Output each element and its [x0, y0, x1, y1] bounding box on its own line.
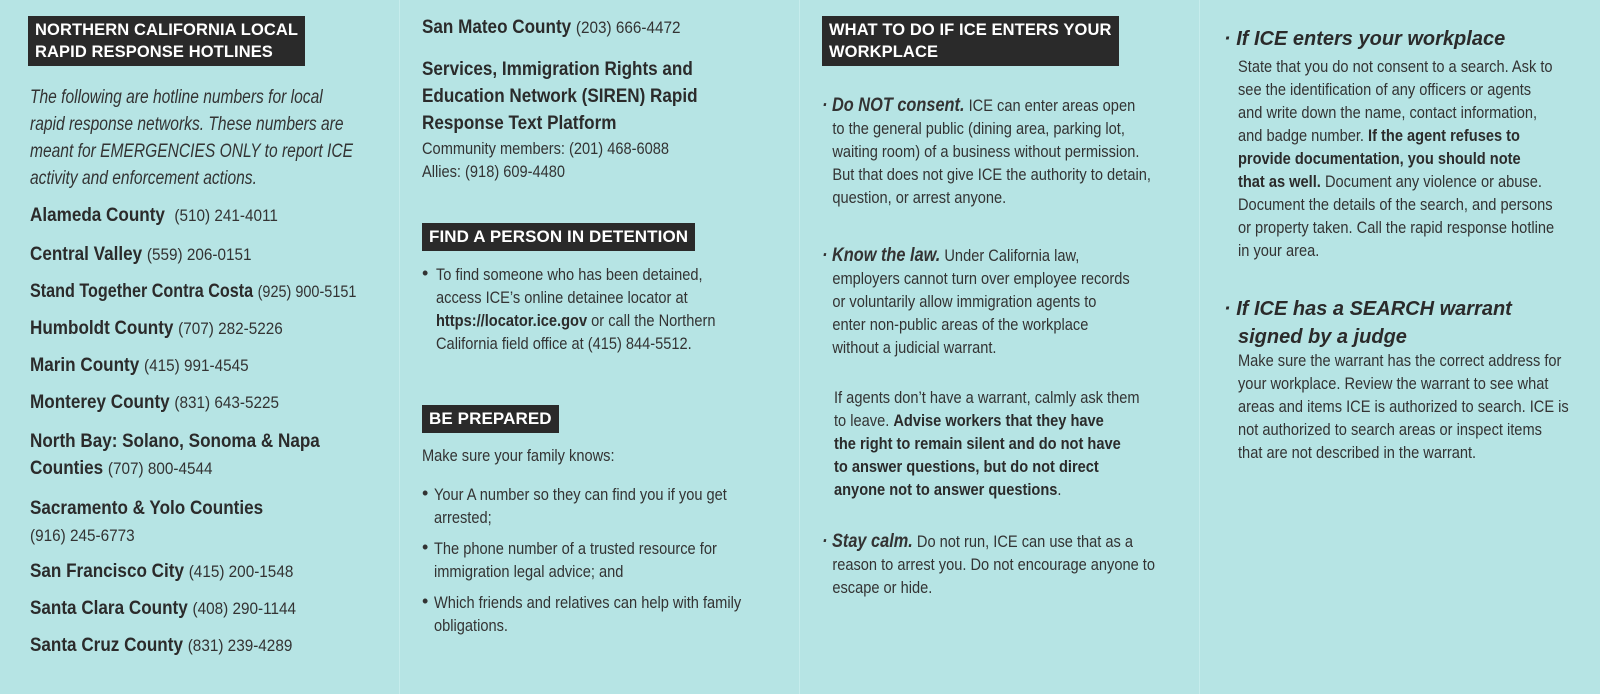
hotline-row: Central Valley (559) 206-0151	[30, 244, 252, 265]
hotline-row: Sacramento & Yolo Counties (916) 245-6773	[30, 498, 264, 545]
hotline-row: Marin County (415) 991-4545	[30, 355, 249, 376]
search-warrant-title: · If ICE has a SEARCH warrant signed by a judge	[1224, 298, 1512, 348]
panel-hotlines	[0, 0, 400, 694]
panel-ice-actions	[1200, 0, 1600, 694]
list-item: Which friends and relatives can help with family obligations.	[434, 593, 742, 635]
hotline-row: Monterey County (831) 643-5225	[30, 392, 280, 413]
workplace-header: WHAT TO DO IF ICE ENTERS YOUR WORKPLACE	[822, 16, 1119, 66]
search-warrant-text: Make sure the warrant has the correct address for your workplace. Review the warrant to see what areas and items ICE is authorized to search. ICE is not authorized to search areas or inspect items that are not described in the warrant.	[1238, 351, 1569, 462]
panel-resources	[400, 0, 800, 694]
panel-workplace	[800, 0, 1200, 694]
hotline-row: San Francisco City (415) 200-1548	[30, 561, 294, 582]
bullet: •	[422, 483, 429, 503]
list-item: Your A number so they can find you if you get arrested;	[434, 485, 727, 527]
bullet: •	[422, 263, 429, 283]
hotlines-header: NORTHERN CALIFORNIA LOCAL RAPID RESPONSE HOTLINES	[28, 16, 305, 66]
hotlines-intro: The following are hotline numbers for local rapid response networks. These numbers are meant for EMERGENCIES ONLY to report ICE activity and enforcement actions.	[30, 87, 353, 189]
hotline-row: Santa Clara County (408) 290-1144	[30, 598, 296, 619]
siren-contacts: Community members: (201) 468-6088 Allies: (918) 609-4480	[422, 139, 670, 181]
siren-title: Services, Immigration Rights and Education Network (SIREN) Rapid Response Text Platform	[422, 59, 698, 134]
find-person-header: FIND A PERSON IN DETENTION	[422, 223, 695, 251]
bullet: •	[422, 537, 429, 557]
ice-enters-text: State that you do not consent to a search. Ask to see the identification of any officers or agents and write down the name, contact information, and badge number. If the agent refuses to provide documentation, you should note that as well. Document any violence or abuse. Document the details of the search, and persons or property taken. Call the rapid response hotline in your area.	[1238, 57, 1555, 260]
find-person-text: To find someone who has been detained, access ICE’s online detainee locator at https://locator.ice.gov or call the Northern California field office at (415) 844-5512.	[436, 265, 716, 353]
know-the-law-item: · Know the law. Under California law, employers cannot turn over employee records or voluntarily allow immigration agents to enter non-public areas of the workplace without a judicial warrant.	[822, 245, 1130, 357]
locator-url[interactable]: https://locator.ice.gov	[436, 311, 588, 330]
be-prepared-intro: Make sure your family knows:	[422, 446, 615, 465]
hotline-row: Stand Together Contra Costa (925) 900-5151	[30, 281, 357, 302]
no-warrant-paragraph: If agents don’t have a warrant, calmly ask them to leave. Advise workers that they have the right to remain silent and do not have to answer questions, but do not direct anyone not to answer questions.	[834, 388, 1140, 499]
do-not-consent-item: · Do NOT consent. ICE can enter areas open to the general public (dining area, parking lot, waiting room) of a business without permission. But that does not give ICE the authority to detain, question, or arrest anyone.	[822, 95, 1151, 207]
hotline-row: Alameda County (510) 241-4011	[30, 205, 278, 226]
san-mateo-row: San Mateo County (203) 666-4472	[422, 17, 681, 38]
stay-calm-item: · Stay calm. Do not run, ICE can use that as a reason to arrest you. Do not encourage anyone to escape or hide.	[822, 531, 1155, 597]
hotline-row: Santa Cruz County (831) 239-4289	[30, 635, 293, 656]
be-prepared-header: BE PREPARED	[422, 405, 559, 433]
hotline-row: North Bay: Solano, Sonoma & Napa Counties (707) 800-4544	[30, 431, 320, 479]
list-item: The phone number of a trusted resource for immigration legal advice; and	[434, 539, 717, 581]
hotline-row: Humboldt County (707) 282-5226	[30, 318, 283, 339]
ice-enters-title: · If ICE enters your workplace	[1224, 28, 1506, 50]
bullet: •	[422, 591, 429, 611]
